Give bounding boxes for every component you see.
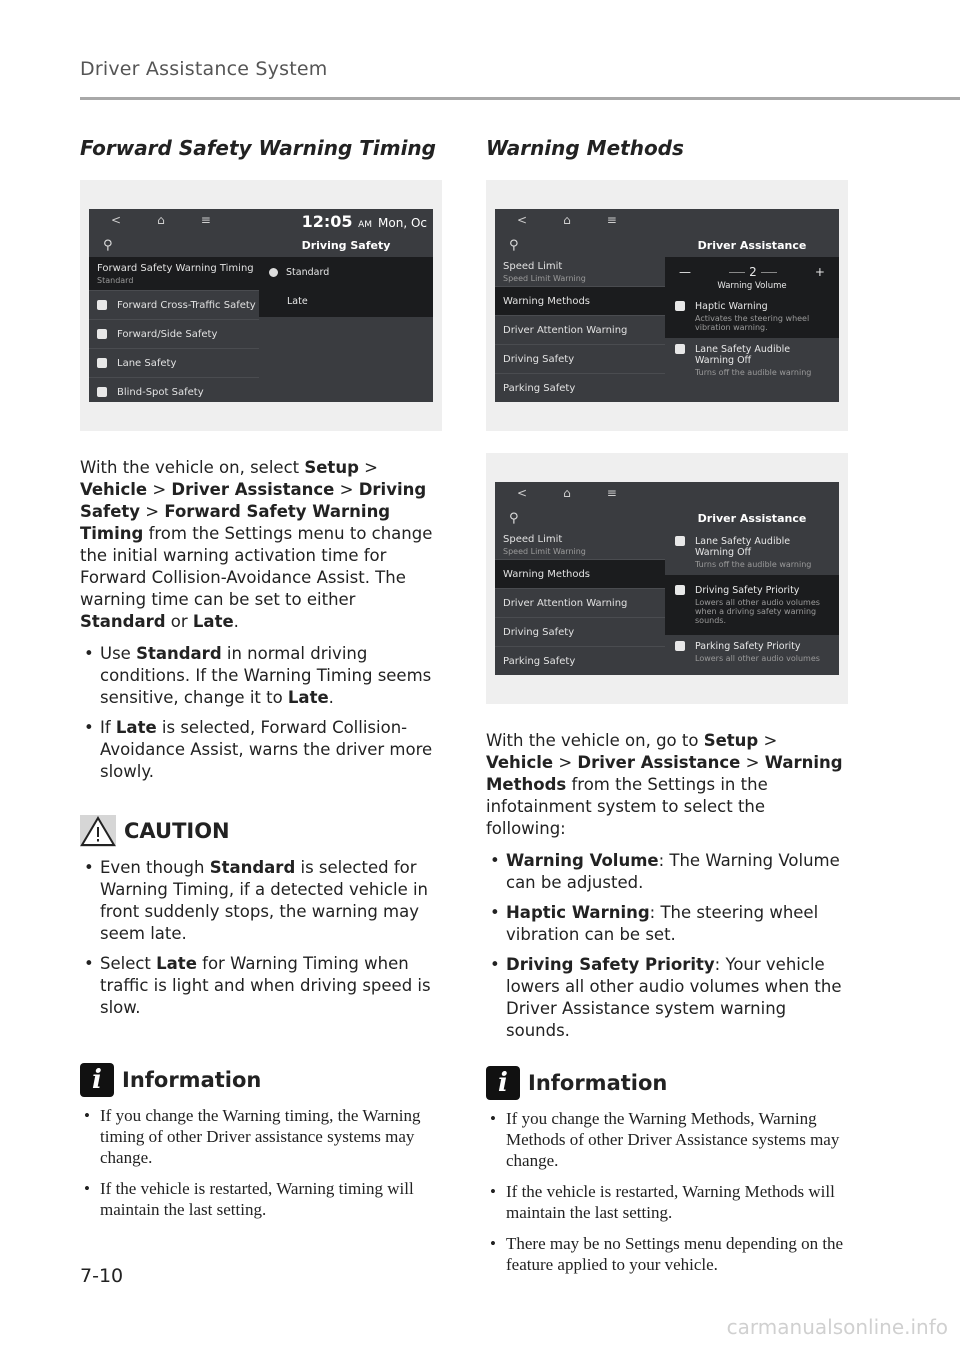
search-icon[interactable]: ⚲ — [509, 238, 519, 253]
search-icon[interactable]: ⚲ — [103, 238, 113, 253]
home-icon[interactable]: ⌂ — [563, 486, 571, 500]
checkbox-icon[interactable] — [675, 585, 685, 595]
list-item: • Select Late for Warning Timing when traffic is light and when driving speed is slow. — [80, 953, 442, 1019]
infotainment-screen — [495, 482, 839, 675]
menu-item-driver-attention-warning[interactable]: Driver Attention Warning — [495, 589, 665, 618]
warning-volume-control — [665, 257, 839, 295]
section-heading-timing: Forward Safety Warning Timing — [80, 136, 436, 160]
list-item: • Even though Standard is selected for Warning Timing, if a detected vehicle in front suddenly stops, the warning may seem late. — [80, 857, 442, 945]
menu-item-blind-spot-safety[interactable]: Blind-Spot Safety — [89, 378, 259, 402]
list-item: • If Late is selected, Forward Collision-Avoidance Assist, warns the driver more slowly. — [80, 717, 442, 783]
list-item: • If you change the Warning Methods, Warning Methods of other Driver Assistance systems may change. — [486, 1108, 848, 1171]
timing-options — [259, 257, 433, 317]
warning-method-options — [665, 530, 839, 669]
info-icon: i — [80, 1063, 114, 1097]
information-list — [80, 1105, 442, 1220]
option-driving-safety-priority[interactable]: Driving Safety Priority Lowers all other audio volumes when a driving safety warning sounds. — [665, 575, 839, 635]
menu-item-driving-safety[interactable]: Driving Safety — [495, 345, 665, 374]
screen-title: Driving Safety — [301, 239, 391, 252]
menu-item-warning-methods[interactable]: Warning Methods — [495, 287, 665, 316]
menu-item-lane-safety[interactable]: Lane Safety — [89, 349, 259, 378]
settings-menu — [495, 530, 665, 675]
back-icon[interactable]: < — [111, 213, 122, 227]
list-item: • Warning Volume: The Warning Volume can be adjusted. — [486, 850, 848, 894]
menu-item-forward-cross-traffic-safety[interactable]: Forward Cross-Traffic Safety — [89, 291, 259, 320]
option-lane-safety-audible-warning-off[interactable]: Lane Safety Audible Warning Off Turns off the audible warning — [665, 338, 839, 383]
timing-bullets — [80, 643, 442, 783]
list-item: • Driving Safety Priority: Your vehicle lowers all other audio volumes when the Driver Assistance system warning sounds. — [486, 954, 848, 1042]
radio-selected-icon[interactable] — [269, 268, 278, 277]
list-item: • If the vehicle is restarted, Warning Methods will maintain the last setting. — [486, 1181, 848, 1223]
header-rule — [80, 97, 960, 100]
checkbox-icon[interactable] — [97, 358, 107, 368]
warning-methods-intro: With the vehicle on, go to Setup > Vehicle > Driver Assistance > Warning Methods from the Settings in the infotainment system to select the following: — [486, 731, 843, 838]
volume-value: 2 — [749, 265, 757, 279]
menu-item-forward-safety-warning-timing[interactable]: Forward Safety Warning Timing Standard — [89, 257, 259, 291]
plus-button[interactable]: + — [814, 265, 825, 279]
checkbox-icon[interactable] — [97, 300, 107, 310]
screen-title: Driver Assistance — [697, 239, 807, 252]
screenshot-warning-methods-1 — [486, 180, 848, 431]
option-lane-safety-audible-warning-off[interactable]: Lane Safety Audible Warning Off Turns off the audible warning — [665, 530, 839, 575]
section-heading-warning-methods: Warning Methods — [486, 136, 684, 160]
page-header: Driver Assistance System — [80, 58, 328, 80]
page-number: 7-10 — [80, 1265, 124, 1287]
menu-item-parking-safety[interactable]: Parking Safety — [495, 647, 665, 675]
list-item: • If you change the Warning timing, the Warning timing of other Driver assistance systems may change. — [80, 1105, 442, 1168]
menu-item-warning-methods[interactable]: Warning Methods — [495, 560, 665, 589]
menu-icon[interactable]: ≡ — [200, 213, 211, 227]
information-heading: i Information — [486, 1066, 848, 1100]
watermark: carmanualsonline.info — [726, 1315, 948, 1339]
information-heading: i Information — [80, 1063, 442, 1097]
list-item: • Haptic Warning: The steering wheel vibration can be set. — [486, 902, 848, 946]
right-column — [486, 136, 848, 1285]
settings-menu — [89, 257, 259, 402]
screenshot-warning-methods-2 — [486, 453, 848, 704]
checkbox-icon[interactable] — [675, 344, 685, 354]
option-late[interactable]: Late — [259, 288, 433, 317]
warning-method-options — [665, 257, 839, 383]
menu-item-parking-safety[interactable]: Parking Safety — [495, 374, 665, 402]
settings-menu — [495, 257, 665, 402]
volume-label: Warning Volume — [717, 281, 787, 291]
clock: 12:05 AM Mon, Oc — [301, 212, 427, 231]
menu-item-speed-limit[interactable]: Speed Limit Speed Limit Warning — [495, 530, 665, 560]
list-item: • There may be no Settings menu depending on the feature applied to your vehicle. — [486, 1233, 848, 1275]
list-item: • If the vehicle is restarted, Warning timing will maintain the last setting. — [80, 1178, 442, 1220]
menu-item-driver-attention-warning[interactable]: Driver Attention Warning — [495, 316, 665, 345]
menu-item-driving-safety[interactable]: Driving Safety — [495, 618, 665, 647]
home-icon[interactable]: ⌂ — [157, 213, 165, 227]
menu-icon[interactable]: ≡ — [606, 486, 617, 500]
back-icon[interactable]: < — [517, 213, 528, 227]
warning-triangle-icon — [80, 815, 116, 847]
left-column — [80, 136, 442, 1230]
option-standard[interactable]: Standard — [259, 257, 433, 288]
menu-item-speed-limit[interactable]: Speed Limit Speed Limit Warning — [495, 257, 665, 287]
infotainment-screen — [495, 209, 839, 402]
search-icon[interactable]: ⚲ — [509, 511, 519, 526]
timing-intro: With the vehicle on, select Setup > Vehicle > Driver Assistance > Driving Safety > Forward Safety Warning Timing from the Settings menu to change the initial warning activation time for Forward Collision-Avoidance Assist. The warning time can be set to either Standard or Late. — [80, 458, 433, 631]
screen-title: Driver Assistance — [697, 512, 807, 525]
option-haptic-warning[interactable]: Haptic Warning Activates the steering wheel vibration warning. — [665, 295, 839, 338]
screenshot-driving-safety — [80, 180, 442, 431]
menu-icon[interactable]: ≡ — [606, 213, 617, 227]
caution-list — [80, 857, 442, 1019]
checkbox-icon[interactable] — [675, 536, 685, 546]
caution-heading: CAUTION — [80, 815, 442, 847]
checkbox-icon[interactable] — [675, 301, 685, 311]
infotainment-screen — [89, 209, 433, 402]
warning-methods-bullets — [486, 850, 848, 1042]
checkbox-icon[interactable] — [97, 329, 107, 339]
info-icon: i — [486, 1066, 520, 1100]
information-list — [486, 1108, 848, 1275]
menu-item-forward-side-safety[interactable]: Forward/Side Safety — [89, 320, 259, 349]
option-parking-safety-priority[interactable]: Parking Safety Priority Lowers all other audio volumes — [665, 635, 839, 669]
checkbox-icon[interactable] — [97, 387, 107, 397]
back-icon[interactable]: < — [517, 486, 528, 500]
list-item: • Use Standard in normal driving conditions. If the Warning Timing seems sensitive, change it to Late. — [80, 643, 442, 709]
home-icon[interactable]: ⌂ — [563, 213, 571, 227]
checkbox-icon[interactable] — [675, 641, 685, 651]
minus-button[interactable]: — — [679, 265, 691, 279]
